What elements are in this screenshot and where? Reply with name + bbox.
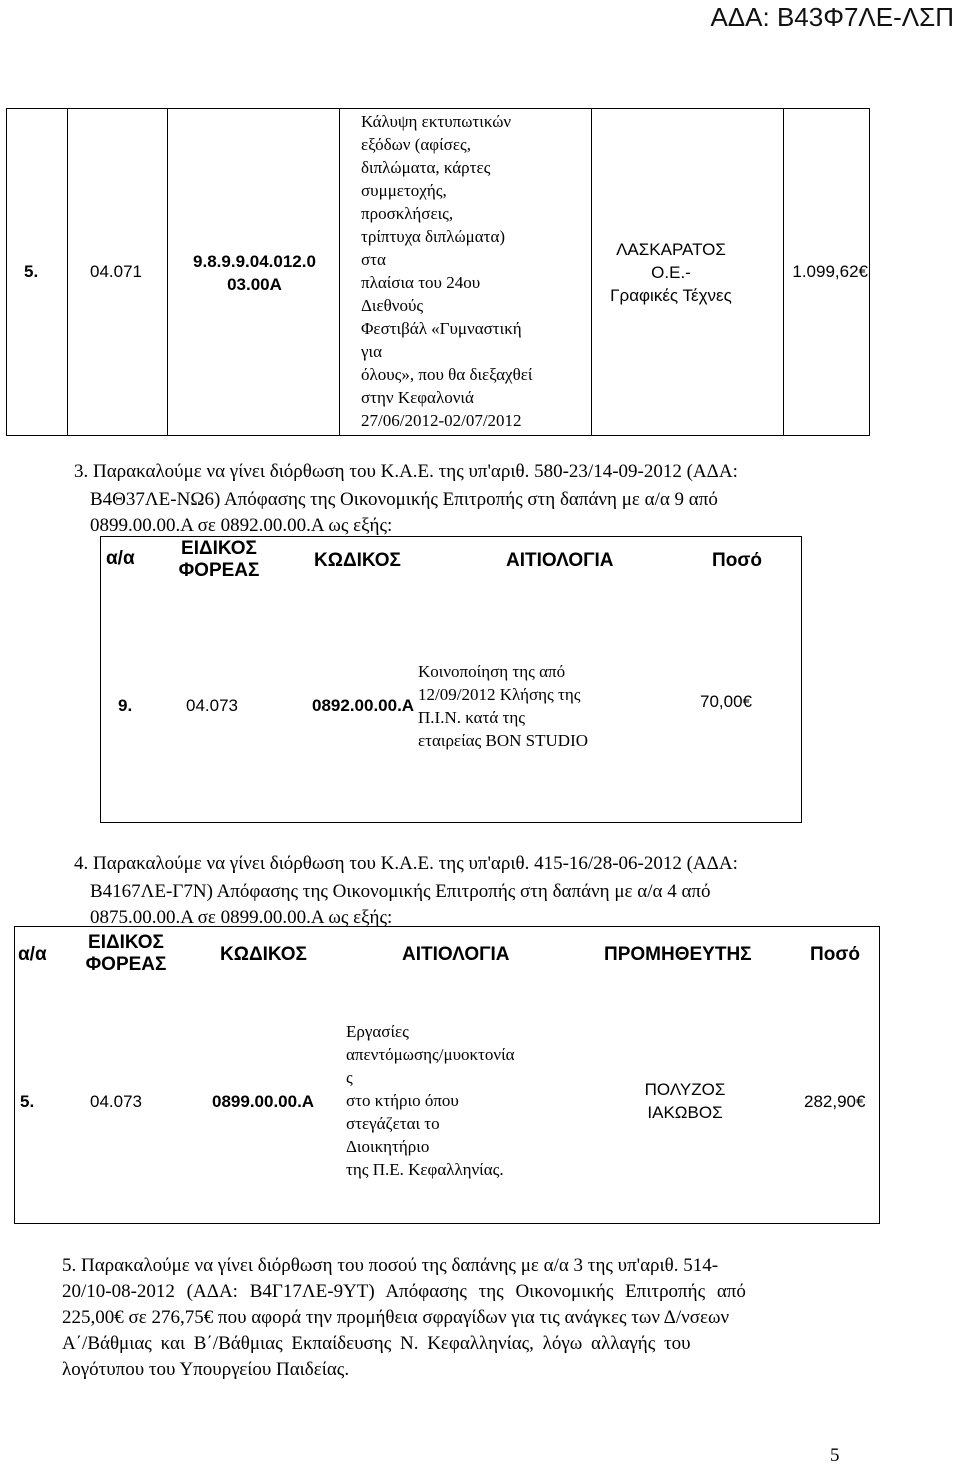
- section3-header-description: ΑΙΤΙΟΛΟΓΙΑ: [506, 550, 614, 571]
- section4-line1: 4. Παρακαλούμε να γίνει διόρθωση του Κ.Α.Ε. της υπ'αριθ. 415-16/28-06-2012 (ΑΔΑ:: [74, 853, 738, 874]
- section4-line2: Β4167ΛΕ-Γ7Ν) Απόφασης της Οικονομικής Επιτροπής στη δαπάνη με α/α 4 από: [90, 881, 711, 902]
- section4-table: [14, 926, 880, 1224]
- section4-row-amount: 282,90€: [804, 1092, 866, 1111]
- section3-row-description: Κοινοποίηση της από 12/09/2012 Κλήσης της Π.Ι.Ν. κατά της εταιρείας BON STUDIO: [418, 662, 589, 750]
- page-number: 5: [830, 1445, 840, 1466]
- section4-header-amount: Ποσό: [810, 944, 860, 965]
- section3-table: [100, 536, 802, 823]
- top-row-code: 9.8.9.9.04.012.0 03.00Α: [193, 252, 316, 294]
- section5-line3: 225,00€ σε 276,75€ που αφορά την προμήθεια σφραγίδων για τις ανάγκες των Δ/νσεων: [62, 1307, 730, 1328]
- section4-row-fore: 04.073: [90, 1092, 142, 1111]
- top-row-aa: 5.: [24, 262, 39, 281]
- section5-line1: 5. Παρακαλούμε να γίνει διόρθωση του ποσού της δαπάνης με α/α 3 της υπ'αριθ. 514-: [62, 1255, 719, 1276]
- top-row-fore: 04.071: [90, 262, 142, 281]
- section4-header-description: ΑΙΤΙΟΛΟΓΙΑ: [402, 944, 510, 965]
- section5-line2: 20/10-08-2012 (ΑΔΑ: Β4Γ17ΛΕ-9ΥΤ) Απόφασης της Οικονομικής Επιτροπής από: [62, 1281, 746, 1302]
- section3-header-code: ΚΩΔΙΚΟΣ: [314, 550, 401, 571]
- section4-header-supplier: ΠΡΟΜΗΘΕΥΤΗΣ: [604, 944, 752, 965]
- section3-header-amount: Ποσό: [712, 550, 762, 571]
- ada-code: ΑΔΑ: Β43Φ7ΛΕ-ΛΣΠ: [710, 2, 954, 32]
- section4-row-description: Εργασίες απεντόμωσης/μυοκτονία ς στο κτήριο όπου στεγάζεται το Διοικητήριο της Π.Ε. Κεφαλληνίας.: [346, 1022, 515, 1179]
- section3-row-amount: 70,00€: [700, 692, 752, 711]
- section4-row-aa: 5.: [20, 1092, 35, 1111]
- section4-row-code: 0899.00.00.Α: [212, 1092, 315, 1111]
- section4-header-aa: α/α: [18, 944, 47, 965]
- top-row-amount: 1.099,62€: [792, 262, 868, 281]
- top-row-description: Κάλυψη εκτυπωτικών εξόδων (αφίσες, διπλώματα, κάρτες συμμετοχής, προσκλήσεις, τρίπτυχα διπλώματα) στα πλαίσια του 24ου Διεθνούς Φεστιβάλ «Γυμναστική για όλους», που θα διεξαχθεί στην Κεφαλονιά 27/06/2012-02/07/2012: [361, 112, 533, 430]
- section4-line3: 0875.00.00.Α σε 0899.00.00.Α ως εξής:: [90, 907, 393, 928]
- top-row-supplier: ΛΑΣΚΑΡΑΤΟΣ Ο.Ε.- Γραφικές Τέχνες: [610, 240, 732, 305]
- section4-header-code: ΚΩΔΙΚΟΣ: [220, 944, 307, 965]
- section3-row-fore: 04.073: [186, 696, 238, 715]
- section3-line3: 0899.00.00.Α σε 0892.00.00.Α ως εξής:: [90, 515, 393, 536]
- section3-row-aa: 9.: [118, 696, 133, 715]
- section3-header-fore: ΕΙΔΙΚΟΣ ΦΟΡΕΑΣ: [178, 538, 260, 581]
- section3-header-aa: α/α: [106, 548, 135, 569]
- section3-line2: Β4Θ37ΛΕ-ΝΩ6) Απόφασης της Οικονομικής Επιτροπής στη δαπάνη με α/α 9 από: [90, 489, 718, 510]
- section5-line4: Α΄/Βάθμιας και Β΄/Βάθμιας Εκπαίδευσης Ν. Κεφαλληνίας, λόγω αλλαγής του: [62, 1333, 691, 1354]
- section3-line1: 3. Παρακαλούμε να γίνει διόρθωση του Κ.Α.Ε. της υπ'αριθ. 580-23/14-09-2012 (ΑΔΑ:: [74, 461, 738, 482]
- section5-line5: λογότυπου του Υπουργείου Παιδείας.: [62, 1359, 350, 1380]
- section4-row-supplier: ΠΟΛΥΖΟΣ ΙΑΚΩΒΟΣ: [644, 1080, 726, 1122]
- section3-row-code: 0892.00.00.Α: [312, 696, 415, 715]
- section4-header-fore: ΕΙΔΙΚΟΣ ΦΟΡΕΑΣ: [85, 932, 167, 975]
- top-table: [6, 108, 870, 436]
